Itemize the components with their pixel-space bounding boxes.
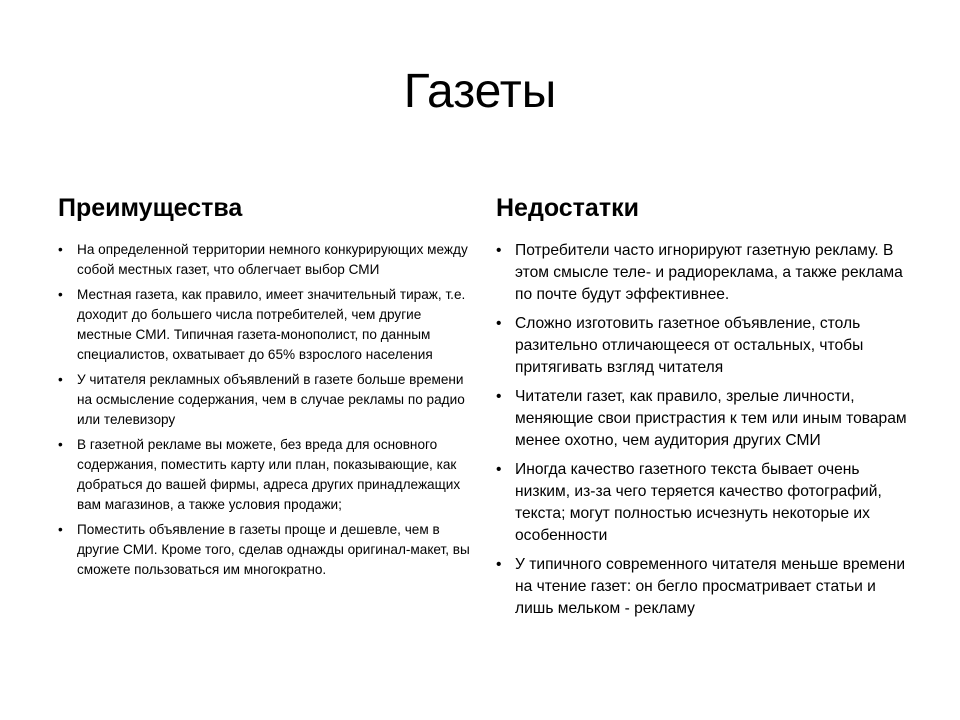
list-item-text: Сложно изготовить газетное объявление, столь разительно отличающееся от остальных, чтобы притягивать взгляд читателя — [515, 315, 864, 376]
list-item — [58, 435, 470, 515]
bullet-icon: • — [496, 388, 502, 405]
advantages-list — [58, 240, 470, 580]
bullet-icon: • — [58, 522, 63, 537]
disadvantages-heading: Недостатки — [496, 194, 639, 222]
list-item — [58, 520, 470, 580]
disadvantages-column — [496, 190, 916, 627]
bullet-icon: • — [496, 556, 502, 573]
list-item-text: У читателя рекламных объявлений в газете больше времени на осмысление содержания, чем в случае рекламы по радио или телевизору — [77, 372, 465, 427]
list-item — [58, 285, 470, 365]
list-item-text: Иногда качество газетного текста бывает очень низким, из-за чего теряется качество фотографий, текста; могут полностью исчезнуть некоторые их особенности — [515, 461, 882, 544]
advantages-column — [58, 190, 470, 585]
list-item — [496, 459, 916, 547]
bullet-icon: • — [496, 315, 502, 332]
advantages-heading: Преимущества — [58, 194, 243, 222]
slide-title: Газеты — [403, 65, 557, 118]
list-item-text: Поместить объявление в газеты проще и дешевле, чем в другие СМИ. Кроме того, сделав однажды оригинал-макет, вы сможете пользоваться им многократно. — [77, 522, 470, 577]
list-item-text: Потребители часто игнорируют газетную рекламу. В этом смысле теле- и радиореклама, а также реклама по почте будут эффективнее. — [515, 242, 903, 303]
list-item-text: Читатели газет, как правило, зрелые личности, меняющие свои пристрастия к тем или иным товарам менее охотно, чем аудитория других СМИ — [515, 388, 907, 449]
bullet-icon: • — [58, 287, 63, 302]
bullet-icon: • — [496, 242, 502, 259]
list-item — [496, 386, 916, 452]
list-item-text: У типичного современного читателя меньше времени на чтение газет: он бегло просматривает статьи и лишь мельком - рекламу — [515, 556, 906, 617]
list-item — [58, 370, 470, 430]
list-item — [58, 240, 470, 280]
list-item-text: Местная газета, как правило, имеет значительный тираж, т.е. доходит до большего числа потребителей, чем другие местные СМИ. Типичная газета-монополист, по данным специалистов, охватывает до 65% взрослого населения — [77, 287, 466, 362]
list-item-text: На определенной территории немного конкурирующих между собой местных газет, что облегчает выбор СМИ — [77, 242, 468, 277]
bullet-icon: • — [496, 461, 502, 478]
disadvantages-list — [496, 240, 916, 620]
list-item-text: В газетной рекламе вы можете, без вреда для основного содержания, поместить карту или план, показывающие, как добраться до вашей фирмы, адреса других принадлежащих вам магазинов, а также условия продажи; — [77, 437, 461, 512]
bullet-icon: • — [58, 372, 63, 387]
bullet-icon: • — [58, 437, 63, 452]
list-item — [496, 313, 916, 379]
list-item — [496, 240, 916, 306]
bullet-icon: • — [58, 242, 63, 257]
list-item — [496, 554, 916, 620]
